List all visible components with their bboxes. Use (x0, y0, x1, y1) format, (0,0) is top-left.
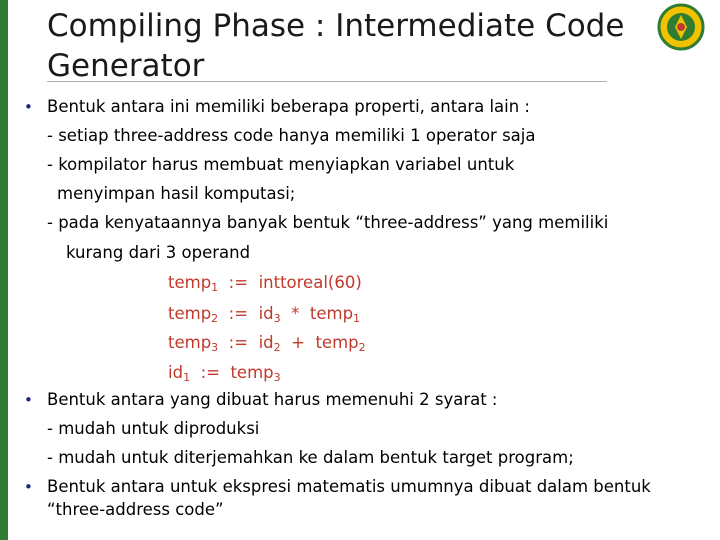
bullet-1-sub-3: - pada kenyataannya banyak bentuk “three-address” yang memiliki (47, 213, 609, 232)
bullet-1-sub-1: - setiap three-address code hanya memiliki 1 operator saja (47, 126, 536, 145)
bullet-1-sub-2-cont: menyimpan hasil komputasi; (57, 184, 296, 203)
code-op: + (291, 333, 305, 352)
slide-title (47, 6, 687, 86)
code-subscript: 2 (211, 312, 219, 325)
bullet-3-cont: “three-address code” (47, 500, 224, 519)
code-line-3 (168, 332, 366, 354)
code-var: temp (315, 333, 359, 352)
bullet-2-text: Bentuk antara yang dibuat harus memenuhi 2 syarat : (47, 390, 498, 409)
code-line-2 (168, 303, 360, 325)
bullet-1-sub-3-cont: kurang dari 3 operand (66, 243, 251, 262)
code-var: id (258, 304, 274, 323)
bullet-1-text: Bentuk antara ini memiliki beberapa properti, antara lain : (47, 97, 530, 116)
code-subscript: 2 (358, 341, 366, 354)
code-var: id (258, 333, 274, 352)
code-subscript: 2 (273, 341, 281, 354)
code-rhs: inttoreal(60) (258, 273, 362, 292)
code-op: := (228, 273, 249, 292)
bullet-2-sub-2: - mudah untuk diterjemahkan ke dalam bentuk target program; (47, 448, 574, 467)
code-var: temp (309, 304, 354, 323)
code-subscript: 1 (353, 312, 361, 325)
title-line-2: Generator (47, 48, 205, 84)
code-op: * (291, 304, 300, 323)
bullet-marker: • (24, 98, 33, 116)
code-var: temp (168, 333, 212, 352)
code-var: temp (168, 304, 212, 323)
bullet-2-sub-1: - mudah untuk diproduksi (47, 419, 260, 438)
bullet-1-sub-2: - kompilator harus membuat menyiapkan variabel untuk (47, 155, 515, 174)
code-subscript: 3 (273, 371, 281, 384)
university-seal-icon (657, 3, 705, 51)
code-var: id (168, 363, 184, 382)
code-line-4 (168, 362, 281, 384)
bullet-marker: • (24, 391, 33, 409)
code-var: temp (168, 273, 212, 292)
code-subscript: 1 (211, 281, 219, 294)
bullet-3-text: Bentuk antara untuk ekspresi matematis umumnya dibuat dalam bentuk (47, 477, 651, 496)
title-divider (47, 81, 607, 82)
code-op: := (228, 333, 249, 352)
slide-accent-bar (0, 0, 8, 540)
code-subscript: 1 (183, 371, 191, 384)
title-line-1: Compiling Phase : Intermediate Code (47, 8, 625, 44)
code-var: temp (230, 363, 274, 382)
code-op: := (228, 304, 249, 323)
code-subscript: 3 (273, 312, 281, 325)
code-op: := (200, 363, 220, 382)
bullet-marker: • (24, 478, 33, 496)
code-line-1 (168, 272, 362, 294)
code-subscript: 3 (211, 341, 219, 354)
